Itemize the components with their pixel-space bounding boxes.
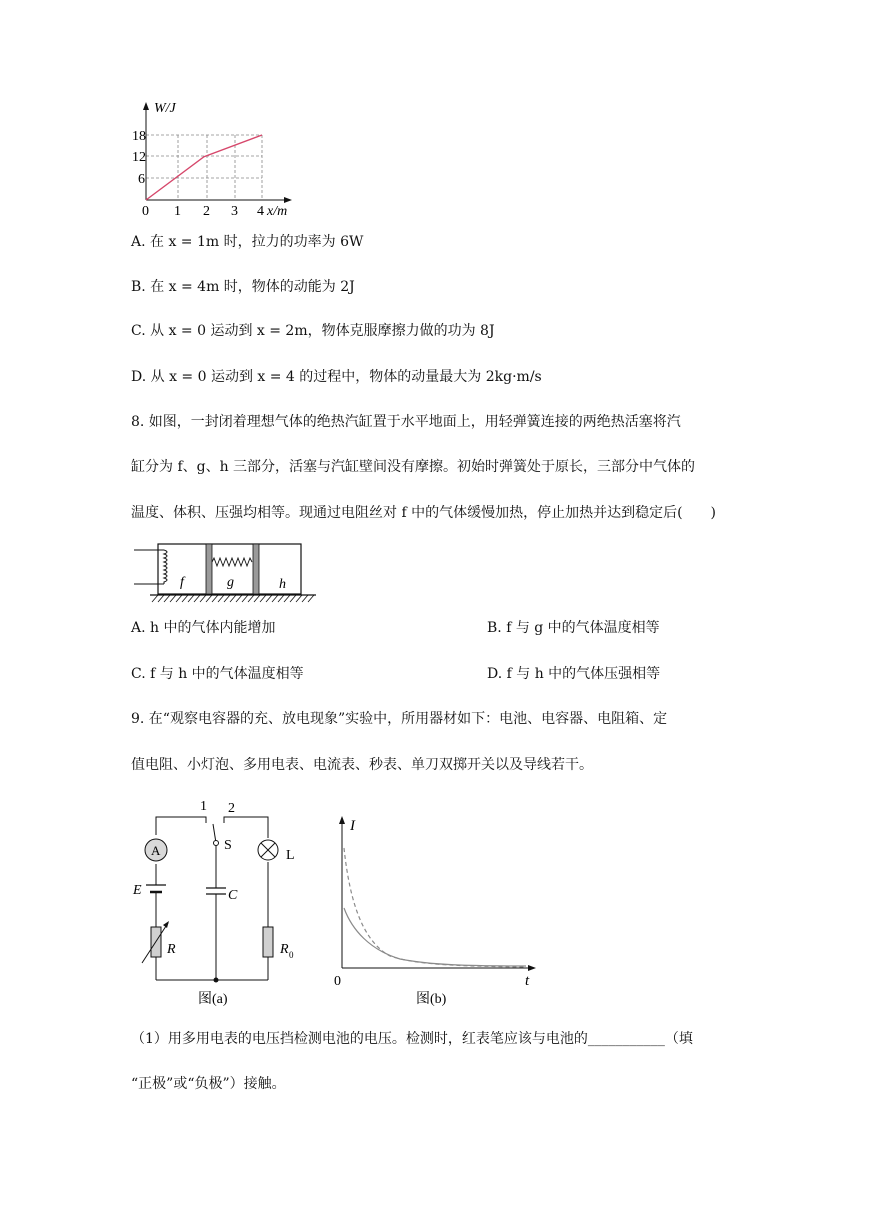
q9-stem-line-2: 值电阻、小灯泡、多用电表、电流表、秒表、单刀双掷开关以及导线若干。 bbox=[131, 757, 593, 773]
figure-b-caption: 图(b) bbox=[416, 992, 447, 1007]
switch-pivot bbox=[214, 841, 219, 846]
label-h: h bbox=[279, 577, 286, 592]
q8-option-a[interactable]: A. h 中的气体内能增加 bbox=[131, 620, 276, 636]
q9-sub1-line-1: （1）用多用电表的电压挡检测电池的电压。检测时，红表笔应该与电池的___________（填 bbox=[131, 1031, 693, 1047]
label-f: f bbox=[180, 575, 184, 590]
work-curve bbox=[146, 135, 262, 200]
origin-label: 0 bbox=[334, 974, 341, 989]
t-axis-arrow bbox=[528, 965, 536, 971]
spring-icon bbox=[212, 558, 252, 566]
q8-option-b[interactable]: B. f 与 g 中的气体温度相等 bbox=[487, 620, 660, 636]
q7-option-d[interactable]: D. 从 x = 0 运动到 x = 4 的过程中，物体的动量最大为 2kg·m/s bbox=[131, 369, 542, 385]
resistor-icon bbox=[263, 927, 273, 957]
bottom-junction bbox=[214, 978, 219, 983]
i-axis-label: I bbox=[350, 818, 355, 834]
q8-option-d[interactable]: D. f 与 h 中的气体压强相等 bbox=[487, 666, 661, 682]
x-tick-label: 4 bbox=[257, 204, 264, 219]
q8-option-c[interactable]: C. f 与 h 中的气体温度相等 bbox=[131, 666, 304, 682]
emf-label: E bbox=[133, 883, 142, 898]
q8-stem-line-1: 8. 如图，一封闭着理想气体的绝热汽缸置于水平地面上，用轻弹簧连接的两绝热活塞将汽 bbox=[131, 414, 681, 430]
x-axis-arrow bbox=[284, 197, 292, 203]
switch-pos-1: 1 bbox=[200, 799, 207, 814]
current-time-graph bbox=[330, 810, 545, 1008]
x-tick-label: 1 bbox=[174, 204, 181, 219]
work-displacement-graph bbox=[130, 98, 310, 220]
x-axis-label: x/m bbox=[267, 204, 288, 219]
rheostat-label: R bbox=[167, 942, 176, 957]
figure-a-caption: 图(a) bbox=[198, 992, 228, 1007]
q9-stem-line-1: 9. 在“观察电容器的充、放电现象”实验中，所用器材如下：电池、电容器、电阻箱、定 bbox=[131, 711, 668, 727]
q7-option-c[interactable]: C. 从 x = 0 运动到 x = 2m，物体克服摩擦力做的功为 8J bbox=[131, 323, 495, 339]
origin-label: 0 bbox=[142, 204, 149, 219]
cylinder-figure bbox=[130, 538, 320, 608]
i-axis-arrow bbox=[339, 816, 345, 824]
right-piston bbox=[253, 544, 259, 594]
solid-discharge-curve bbox=[344, 908, 526, 966]
q7-option-b[interactable]: B. 在 x = 4m 时，物体的动能为 2J bbox=[131, 279, 355, 295]
resistor-subscript: 0 bbox=[289, 950, 294, 960]
switch-label: S bbox=[224, 838, 232, 853]
switch-pos-2: 2 bbox=[228, 801, 235, 816]
q8-stem-line-3: 温度、体积、压强均相等。现通过电阻丝对 f 中的气体缓慢加热，停止加热并达到稳定后( ) bbox=[131, 505, 717, 521]
y-axis-label: W/J bbox=[154, 101, 176, 116]
label-g: g bbox=[227, 575, 234, 590]
q7-option-a[interactable]: A. 在 x = 1m 时，拉力的功率为 6W bbox=[131, 234, 364, 250]
circuit-diagram bbox=[130, 795, 310, 1010]
y-tick-label: 18 bbox=[132, 129, 146, 144]
dashed-discharge-curve bbox=[344, 848, 526, 967]
heater-coil-icon bbox=[164, 550, 167, 584]
y-axis-arrow bbox=[143, 102, 149, 110]
q9-sub1-line-2: “正极”或“负极”）接触。 bbox=[131, 1076, 286, 1092]
x-tick-label: 2 bbox=[203, 204, 210, 219]
lamp-label: L bbox=[286, 848, 295, 863]
svg-text:A: A bbox=[151, 843, 161, 858]
x-tick-label: 3 bbox=[231, 204, 238, 219]
y-tick-label: 6 bbox=[138, 172, 145, 187]
capacitor-label: C bbox=[228, 888, 238, 903]
y-tick-label: 12 bbox=[132, 150, 146, 165]
q8-stem-line-2: 缸分为 f、g、h 三部分，活塞与汽缸壁间没有摩擦。初始时弹簧处于原长，三部分中气体的 bbox=[131, 459, 696, 475]
resistor-label: R bbox=[280, 942, 289, 957]
t-axis-label: t bbox=[525, 973, 530, 989]
left-piston bbox=[206, 544, 212, 594]
